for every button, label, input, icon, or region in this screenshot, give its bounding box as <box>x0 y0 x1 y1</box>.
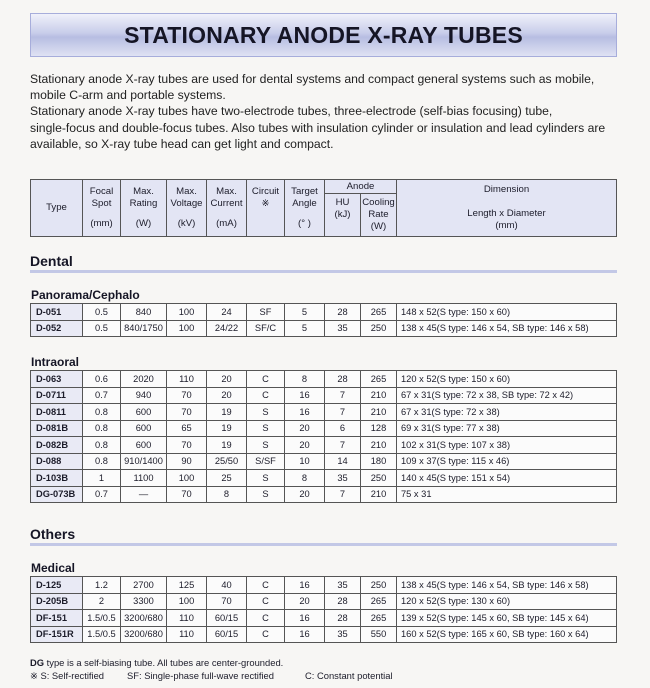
cell-type: D-082B <box>31 437 83 454</box>
cell-dimension: 69 x 31(S type: 77 x 38) <box>397 420 617 437</box>
cell-type: D-0811 <box>31 404 83 421</box>
cell-dimension: 138 x 45(S type: 146 x 54, SB type: 146 x 58) <box>397 320 617 337</box>
cell-hu: 28 <box>325 593 361 610</box>
cell-hu: 35 <box>325 577 361 594</box>
cell-cooling-rate: 265 <box>361 593 397 610</box>
cell-dimension: 109 x 37(S type: 115 x 46) <box>397 453 617 470</box>
table-row <box>31 371 617 388</box>
cell-max-current: 40 <box>207 577 247 594</box>
cell-dimension: 67 x 31(S type: 72 x 38) <box>397 404 617 421</box>
cell-max-current: 25 <box>207 470 247 487</box>
table-row <box>31 420 617 437</box>
group-title-intraoral: Intraoral <box>31 355 80 369</box>
footnotes <box>30 656 393 682</box>
cell-max-voltage: 110 <box>167 626 207 643</box>
cell-max-voltage: 100 <box>167 320 207 337</box>
cell-cooling-rate: 180 <box>361 453 397 470</box>
cell-dimension: 75 x 31 <box>397 486 617 503</box>
cell-max-rating: 840/1750 <box>121 320 167 337</box>
table-row <box>31 577 617 594</box>
page-title: STATIONARY ANODE X-RAY TUBES <box>124 21 523 48</box>
cell-cooling-rate: 550 <box>361 626 397 643</box>
cell-max-rating: 1100 <box>121 470 167 487</box>
table-row <box>31 593 617 610</box>
cell-focal-spot: 2 <box>83 593 121 610</box>
cell-hu: 6 <box>325 420 361 437</box>
cell-cooling-rate: 265 <box>361 371 397 388</box>
cell-max-current: 8 <box>207 486 247 503</box>
table-panorama <box>30 303 617 337</box>
cell-target-angle: 8 <box>285 470 325 487</box>
cell-target-angle: 5 <box>285 320 325 337</box>
cell-circuit: S <box>247 437 285 454</box>
cell-circuit: S <box>247 420 285 437</box>
cell-dimension: 120 x 52(S type: 130 x 60) <box>397 593 617 610</box>
cell-cooling-rate: 210 <box>361 486 397 503</box>
cell-target-angle: 8 <box>285 371 325 388</box>
cell-target-angle: 16 <box>285 404 325 421</box>
cell-max-current: 19 <box>207 437 247 454</box>
note-single-phase: SF: Single-phase full-wave rectified <box>127 670 274 681</box>
cell-type: DF-151 <box>31 610 83 627</box>
cell-type: D-0711 <box>31 387 83 404</box>
intro-line: available, so X-ray tube head can get light and compact. <box>30 136 334 151</box>
cell-circuit: C <box>247 371 285 388</box>
section-rule <box>30 543 617 546</box>
cell-cooling-rate: 210 <box>361 404 397 421</box>
cell-max-current: 20 <box>207 387 247 404</box>
cell-circuit: S/SF <box>247 453 285 470</box>
cell-dimension: 139 x 52(S type: 145 x 60, SB type: 145 x 64) <box>397 610 617 627</box>
cell-max-current: 24/22 <box>207 320 247 337</box>
table-row <box>31 610 617 627</box>
table-row <box>31 320 617 337</box>
cell-max-rating: 3300 <box>121 593 167 610</box>
cell-type: D-051 <box>31 304 83 321</box>
cell-focal-spot: 0.5 <box>83 320 121 337</box>
cell-max-current: 70 <box>207 593 247 610</box>
cell-cooling-rate: 128 <box>361 420 397 437</box>
cell-max-voltage: 70 <box>167 404 207 421</box>
section-rule <box>30 270 617 273</box>
cell-cooling-rate: 250 <box>361 577 397 594</box>
header-target-angle: Target Angle (° ) <box>285 180 325 237</box>
table-row <box>31 626 617 643</box>
cell-hu: 35 <box>325 470 361 487</box>
cell-focal-spot: 0.6 <box>83 371 121 388</box>
cell-circuit: C <box>247 593 285 610</box>
cell-max-current: 19 <box>207 404 247 421</box>
cell-type: DG-073B <box>31 486 83 503</box>
spec-header-table <box>30 179 617 237</box>
intro-line: Stationary anode X-ray tubes are used for dental systems and compact general systems such as mobile, <box>30 72 595 86</box>
cell-cooling-rate: 265 <box>361 610 397 627</box>
header-max-rating: Max. Rating (W) <box>121 180 167 237</box>
cell-circuit: SF/C <box>247 320 285 337</box>
cell-dimension: 67 x 31(S type: 72 x 38, SB type: 72 x 42) <box>397 387 617 404</box>
cell-hu: 28 <box>325 304 361 321</box>
cell-target-angle: 20 <box>285 486 325 503</box>
cell-type: D-103B <box>31 470 83 487</box>
intro-paragraph <box>30 71 630 152</box>
cell-focal-spot: 1.5/0.5 <box>83 610 121 627</box>
cell-target-angle: 5 <box>285 304 325 321</box>
cell-type: D-052 <box>31 320 83 337</box>
cell-max-rating: 3200/680 <box>121 610 167 627</box>
header-max-voltage: Max. Voltage (kV) <box>167 180 207 237</box>
cell-max-voltage: 110 <box>167 371 207 388</box>
cell-circuit: C <box>247 387 285 404</box>
cell-max-rating: 2020 <box>121 371 167 388</box>
cell-circuit: S <box>247 470 285 487</box>
cell-max-voltage: 100 <box>167 593 207 610</box>
cell-type: D-205B <box>31 593 83 610</box>
header-focal-spot: Focal Spot (mm) <box>83 180 121 237</box>
cell-max-current: 19 <box>207 420 247 437</box>
header-circuit: Circuit ※ <box>247 180 285 237</box>
header-type: Type <box>31 180 83 237</box>
group-title-medical: Medical <box>31 561 76 575</box>
cell-max-voltage: 70 <box>167 437 207 454</box>
cell-cooling-rate: 210 <box>361 437 397 454</box>
cell-circuit: C <box>247 610 285 627</box>
cell-target-angle: 20 <box>285 593 325 610</box>
cell-type: D-063 <box>31 371 83 388</box>
cell-focal-spot: 0.8 <box>83 453 121 470</box>
cell-dimension: 140 x 45(S type: 151 x 54) <box>397 470 617 487</box>
cell-max-current: 25/50 <box>207 453 247 470</box>
table-row <box>31 453 617 470</box>
table-medical <box>30 576 617 643</box>
cell-max-voltage: 110 <box>167 610 207 627</box>
cell-max-rating: 600 <box>121 404 167 421</box>
table-row <box>31 486 617 503</box>
cell-max-voltage: 65 <box>167 420 207 437</box>
intro-line: single-focus and double-focus tubes. Also tubes with insulation cylinder or insulation and lead cylinders are <box>30 120 606 135</box>
cell-hu: 28 <box>325 371 361 388</box>
cell-max-current: 60/15 <box>207 626 247 643</box>
cell-cooling-rate: 210 <box>361 387 397 404</box>
cell-dimension: 120 x 52(S type: 150 x 60) <box>397 371 617 388</box>
header-cooling-rate: Cooling Rate (W) <box>361 194 397 237</box>
cell-max-current: 24 <box>207 304 247 321</box>
intro-line: mobile C-arm and portable systems. <box>30 88 226 103</box>
cell-focal-spot: 0.5 <box>83 304 121 321</box>
cell-type: D-088 <box>31 453 83 470</box>
section-title-others: Others <box>30 526 76 542</box>
cell-max-rating: 2700 <box>121 577 167 594</box>
cell-focal-spot: 0.7 <box>83 486 121 503</box>
cell-max-voltage: 100 <box>167 470 207 487</box>
table-intraoral <box>30 370 617 503</box>
cell-max-rating: 3200/680 <box>121 626 167 643</box>
cell-target-angle: 16 <box>285 626 325 643</box>
cell-focal-spot: 1.2 <box>83 577 121 594</box>
cell-hu: 28 <box>325 610 361 627</box>
cell-max-rating: 600 <box>121 437 167 454</box>
cell-dimension: 138 x 45(S type: 146 x 54, SB type: 146 x 58) <box>397 577 617 594</box>
cell-max-current: 20 <box>207 371 247 388</box>
cell-type: D-125 <box>31 577 83 594</box>
cell-focal-spot: 0.8 <box>83 437 121 454</box>
cell-target-angle: 20 <box>285 420 325 437</box>
cell-max-rating: 600 <box>121 420 167 437</box>
cell-circuit: C <box>247 577 285 594</box>
intro-line: Stationary anode X-ray tubes have two-electrode tubes, three-electrode (self-bias focusing) tube, <box>30 104 553 119</box>
cell-type: D-081B <box>31 420 83 437</box>
cell-hu: 35 <box>325 320 361 337</box>
cell-hu: 14 <box>325 453 361 470</box>
table-row <box>31 387 617 404</box>
cell-max-current: 60/15 <box>207 610 247 627</box>
cell-hu: 7 <box>325 387 361 404</box>
table-row <box>31 437 617 454</box>
cell-max-voltage: 70 <box>167 387 207 404</box>
cell-cooling-rate: 265 <box>361 304 397 321</box>
group-title-panorama: Panorama/Cephalo <box>31 288 140 302</box>
table-row <box>31 304 617 321</box>
cell-target-angle: 16 <box>285 387 325 404</box>
cell-type: DF-151R <box>31 626 83 643</box>
header-max-current: Max. Current (mA) <box>207 180 247 237</box>
header-anode: Anode <box>325 180 397 194</box>
header-dimension: Dimension Length x Diameter (mm) <box>397 180 617 237</box>
cell-hu: 35 <box>325 626 361 643</box>
cell-focal-spot: 0.8 <box>83 404 121 421</box>
cell-dimension: 102 x 31(S type: 107 x 38) <box>397 437 617 454</box>
cell-max-voltage: 70 <box>167 486 207 503</box>
cell-circuit: S <box>247 404 285 421</box>
cell-focal-spot: 0.7 <box>83 387 121 404</box>
cell-hu: 7 <box>325 404 361 421</box>
cell-max-rating: 910/1400 <box>121 453 167 470</box>
table-row <box>31 404 617 421</box>
note-self-rectified: ※ S: Self-rectified <box>30 670 105 681</box>
cell-max-voltage: 90 <box>167 453 207 470</box>
cell-circuit: SF <box>247 304 285 321</box>
cell-focal-spot: 1 <box>83 470 121 487</box>
title-banner <box>30 13 617 57</box>
cell-max-rating: 940 <box>121 387 167 404</box>
cell-circuit: C <box>247 626 285 643</box>
table-row <box>31 470 617 487</box>
cell-max-voltage: 125 <box>167 577 207 594</box>
cell-target-angle: 10 <box>285 453 325 470</box>
cell-hu: 7 <box>325 486 361 503</box>
cell-target-angle: 16 <box>285 577 325 594</box>
cell-focal-spot: 0.8 <box>83 420 121 437</box>
section-title-dental: Dental <box>30 253 73 269</box>
cell-dimension: 160 x 52(S type: 165 x 60, SB type: 160 x 64) <box>397 626 617 643</box>
cell-max-voltage: 100 <box>167 304 207 321</box>
cell-focal-spot: 1.5/0.5 <box>83 626 121 643</box>
cell-cooling-rate: 250 <box>361 470 397 487</box>
footnote-circuit-legend <box>30 669 393 682</box>
cell-target-angle: 16 <box>285 610 325 627</box>
footnote-dg: DG type is a self-biasing tube. All tubes are center-grounded. <box>30 657 284 668</box>
cell-cooling-rate: 250 <box>361 320 397 337</box>
cell-max-rating: — <box>121 486 167 503</box>
cell-dimension: 148 x 52(S type: 150 x 60) <box>397 304 617 321</box>
cell-hu: 7 <box>325 437 361 454</box>
cell-target-angle: 20 <box>285 437 325 454</box>
note-constant-potential: C: Constant potential <box>305 670 393 681</box>
cell-circuit: S <box>247 486 285 503</box>
cell-max-rating: 840 <box>121 304 167 321</box>
header-hu: HU (kJ) <box>325 194 361 237</box>
